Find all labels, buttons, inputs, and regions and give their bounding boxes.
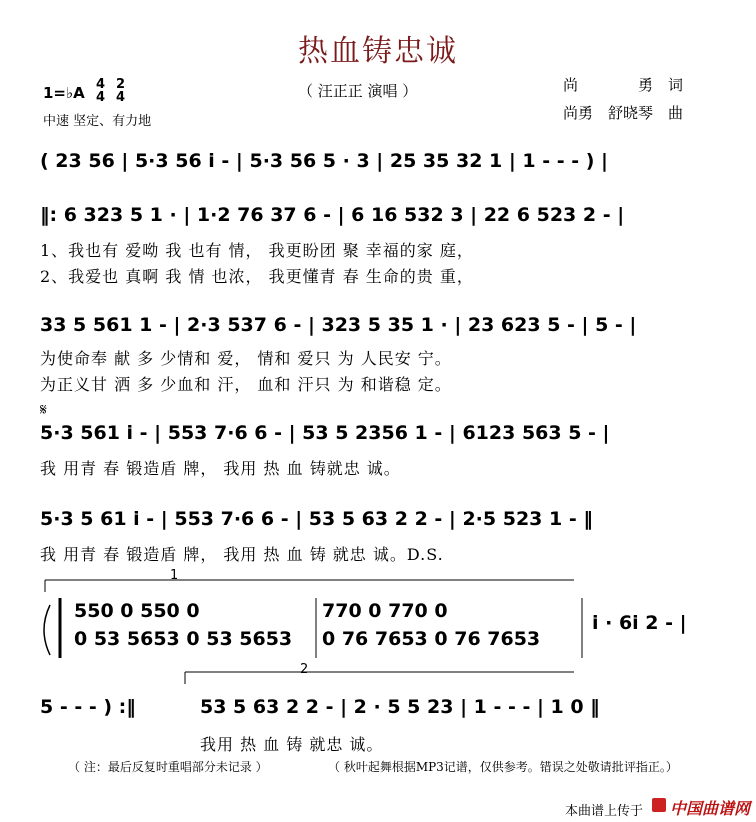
tempo-marking: 中速 坚定、有力地 <box>43 114 152 129</box>
score-line-6c: 770 0 770 0 <box>322 600 448 622</box>
segno-sign: 𝄋 <box>40 400 47 419</box>
note-left: （ 注：最后反复时重唱部分未记录 ） <box>68 760 268 774</box>
score-line-5: 5·3 5 61 i - | 553 7·6 6 - | 53 5 63 2 2 - | 2·5 523 1 - ‖ <box>40 508 593 530</box>
score-line-6b: 0 53 5653 0 53 5653 <box>74 628 293 650</box>
score-line-3: 33 5 561 1 - | 2·3 537 6 - | 323 5 35 1 · | 23 623 5 - | 5 - | <box>40 314 637 336</box>
singer-credit: （ 汪正正 演唱 ） <box>298 82 418 100</box>
lyric-line-3b: 为正义甘 洒 多 少血和 汗， 血和 汗只 为 和谐稳 定。 <box>40 375 452 394</box>
composer-credit: 尚勇 舒晓琴 曲 <box>563 104 684 122</box>
lyric-line-2a: 1、我也有 爱呦 我 也有 情， 我更盼团 聚 幸福的家 庭， <box>40 241 474 260</box>
upload-label: 本曲谱上传于 <box>565 804 644 819</box>
site-name: 中国曲谱网 <box>670 799 751 818</box>
time-signature-2: 2 4 <box>116 77 126 105</box>
volta-1-label: 1 <box>170 568 179 583</box>
score-line-4: 5·3 561 i - | 553 7·6 6 - | 53 5 2356 1 - | 6123 563 5 - | <box>40 422 610 444</box>
time-signature-1: 4 4 <box>96 77 106 105</box>
note-right: （ 秋叶起舞根据MP3记谱，仅供参考。错误之处敬请批评指正。） <box>328 760 678 774</box>
score-line-6e: i · 6i 2 - | <box>592 612 687 634</box>
site-logo-icon <box>652 798 666 812</box>
score-line-7b: 53 5 63 2 2 - | 2 · 5 5 23 | 1 - - - | 1 0 ‖ <box>200 696 600 718</box>
song-title: 热血铸忠诚 <box>298 34 458 69</box>
lyric-line-7: 我用 热 血 铸 就忠 诚。 <box>200 735 384 754</box>
lyric-line-5: 我 用青 春 锻造盾 牌， 我用 热 血 铸 就忠 诚。D.S. <box>40 545 444 564</box>
lyric-line-3a: 为使命奉 献 多 少情和 爱， 情和 爱只 为 人民安 宁。 <box>40 349 452 368</box>
lyric-line-2b: 2、我爱也 真啊 我 情 也浓， 我更懂青 春 生命的贵 重， <box>40 267 474 286</box>
score-line-2: ‖: 6 323 5 1 · | 1·2 76 37 6 - | 6 16 532 3 | 22 6 523 2 - | <box>40 204 625 226</box>
lyricist-credit: 尚 勇 词 <box>563 76 684 94</box>
score-line-7a: 5 - - - ) :‖ <box>40 696 136 718</box>
key-signature: 1=♭A <box>43 84 85 102</box>
volta-2-label: 2 <box>300 662 309 677</box>
score-line-6d: 0 76 7653 0 76 7653 <box>322 628 541 650</box>
score-line-6a: 550 0 550 0 <box>74 600 200 622</box>
lyric-line-4: 我 用青 春 锻造盾 牌， 我用 热 血 铸就忠 诚。 <box>40 459 401 478</box>
score-line-1: ( 23 56 | 5·3 56 i - | 5·3 56 5 · 3 | 25 35 32 1 | 1 - - - ) | <box>40 150 608 172</box>
